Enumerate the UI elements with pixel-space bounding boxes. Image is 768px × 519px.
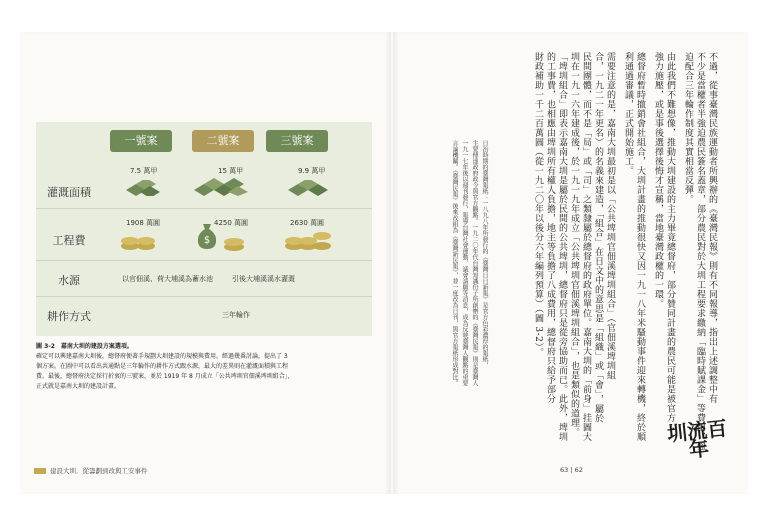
plan-2-cost-value: 4250 萬圓 <box>214 219 249 227</box>
body-text-column: 民間團體，而不是「局」或「司」之類隸屬於總督府的政府單位。嘉南大圳的「前身」挂圖大 <box>581 52 591 442</box>
irrigation-area-label: 灌溉面積 <box>47 186 91 199</box>
caption-line: 正式就是嘉南大圳的建設計畫。 <box>36 383 121 390</box>
plan-2-irrigation-value: 15 萬甲 <box>218 167 244 175</box>
sidebar-note-column: 日治時期的臺灣報紙：一八九八年所發行的《臺灣日日新報》是官方色彩濃厚的報紙， <box>481 140 488 368</box>
body-text-column: 總督府暫時撤銷會社組合，大圳計畫的推動很快又因一九一八年米騷動事件迎來轉機，終於順 <box>635 52 645 442</box>
body-text-column: 強力施壓，或是事後選擇後悔才宣稱，當地臺灣政權的一環。 <box>653 52 663 309</box>
footer-mark-icon <box>34 468 46 474</box>
book-gutter <box>390 32 394 494</box>
plan-3-irrigation-value: 9.9 萬甲 <box>298 167 326 175</box>
coin-stack-icon <box>120 230 156 252</box>
body-text-column: 需要注意的是，嘉南大圳最初是以「公共埤圳官佃溪埤圳組合」（官佃溪埤圳組 <box>605 52 615 380</box>
construction-cost-label: 工程費 <box>52 234 86 247</box>
sidebar-note-column: 言論機關。《臺灣民報》後來改組為《臺灣新民報》，並一度改為日刊，與官方報紙形成對比。 <box>451 140 458 386</box>
plan-2-header: 二號案 <box>192 130 254 152</box>
body-text-column: 不少是當權者半強迫農民簽名蓋章，部分農民對於大圳工程要求繳納「臨時賦課金」等費用，強 <box>695 52 705 451</box>
figure-caption-title: 圖 3-2 嘉南大圳的建設方案選項。 <box>36 343 133 350</box>
plan-1-irrigation-value: 7.5 萬甲 <box>130 167 158 175</box>
body-text-column: 由此我們不難想像，推動大圳建設的主力畢竟總督府，部分贊同計畫的農民可能是被官方 <box>665 52 675 423</box>
body-text-column: 不過，從事臺灣民族運動者所興辦的《臺灣民報》則有不同報導，指出上述調整中有 <box>707 52 717 404</box>
body-text-column: 圳在一九一六年建成後，於一九一九年成立「公共埤圳官佃溪埤圳組合」，也是類似的道理。 <box>569 52 579 437</box>
plan-1-cost-value: 1908 萬圓 <box>126 219 161 227</box>
water-source-value: 以官佃溪、荷大埔溪為蓄水池 <box>122 275 213 283</box>
coin-stack-icon <box>222 234 246 252</box>
body-text-column: 合，一九二一年更名）的名義來建造，「組合」在日文中的意思是「組織」或「會」，屬於 <box>593 52 603 423</box>
body-text-column: 「埤圳組合」即表示嘉南大圳是屬於民間的公共埤圳，總督府只是從旁協助而已。此外，埤圳 <box>557 52 567 442</box>
sidebar-note-column: 主要傳達政府政令與官方觀點。一九二〇年代台灣知識份子所創辦的《臺灣民報》則是臺灣人 <box>471 140 478 386</box>
caption-line: 個方案。在圖中可以看出共通點是三年輪作的耕作方式跟水源，最大的差異則在灌溉面積與工程 <box>36 363 289 370</box>
svg-text:$: $ <box>203 235 211 246</box>
figure-caption <box>36 342 370 392</box>
plan-1-header: 一號案 <box>110 130 172 152</box>
farmland-tiles-icon <box>288 180 330 196</box>
plan-3-header: 三號案 <box>266 130 328 152</box>
body-text-column: 財政補助一千二百萬圓（從一九二〇年以後分六年編列預算）（圖 3-2）。 <box>533 52 543 357</box>
plan-3-cost-value: 2630 萬圓 <box>290 219 325 227</box>
body-text-column: 的工事費，也相應由埤圳所有權人負擔，地主等負擔了八成費用，總督府只給予部分 <box>545 52 555 404</box>
farmland-tiles-icon <box>194 178 246 194</box>
farming-method-label: 耕作方式 <box>47 310 91 323</box>
page-numbers: 63 | 62 <box>560 466 583 474</box>
coin-stack-icon <box>284 228 332 252</box>
table-divider <box>36 260 372 261</box>
money-bag-icon <box>196 222 218 250</box>
farming-method-value: 三年輪作 <box>222 311 250 319</box>
running-footer <box>34 466 148 475</box>
book-series-logo: 圳流百年 <box>665 415 729 462</box>
water-source-value: 引後大埔溪溪水灌溉 <box>232 275 295 283</box>
sidebar-note-column: 一九一七年後以週刊發行，報導台灣社會運動、議會請願等消息，成為反映臺灣人觀點的重要 <box>461 140 468 386</box>
water-source-label: 水源 <box>58 274 80 287</box>
farmland-tiles-icon <box>126 180 158 196</box>
caption-line: 費。最後，總督府決定採行折衷的三號案，並於 1919 年 8 月成立「公共埤圳官佃溪埤圳組合」， <box>36 373 294 380</box>
body-text-column: 迫配合三年輪作制度其實相當反彈。 <box>683 52 693 204</box>
table-divider <box>36 296 372 297</box>
footer-title: 建設大圳．從籌劃到改與工安事件 <box>50 467 148 475</box>
irrigation-plan-table <box>36 122 372 336</box>
body-text-column: 利通過審議，正式開始施工。 <box>623 52 633 176</box>
caption-line: 確定可以興建嘉南大圳後，總督府便著手規劃大圳建設的規模與費用。經過幾番討論，提出了 3 <box>36 353 288 360</box>
table-divider <box>36 208 372 209</box>
